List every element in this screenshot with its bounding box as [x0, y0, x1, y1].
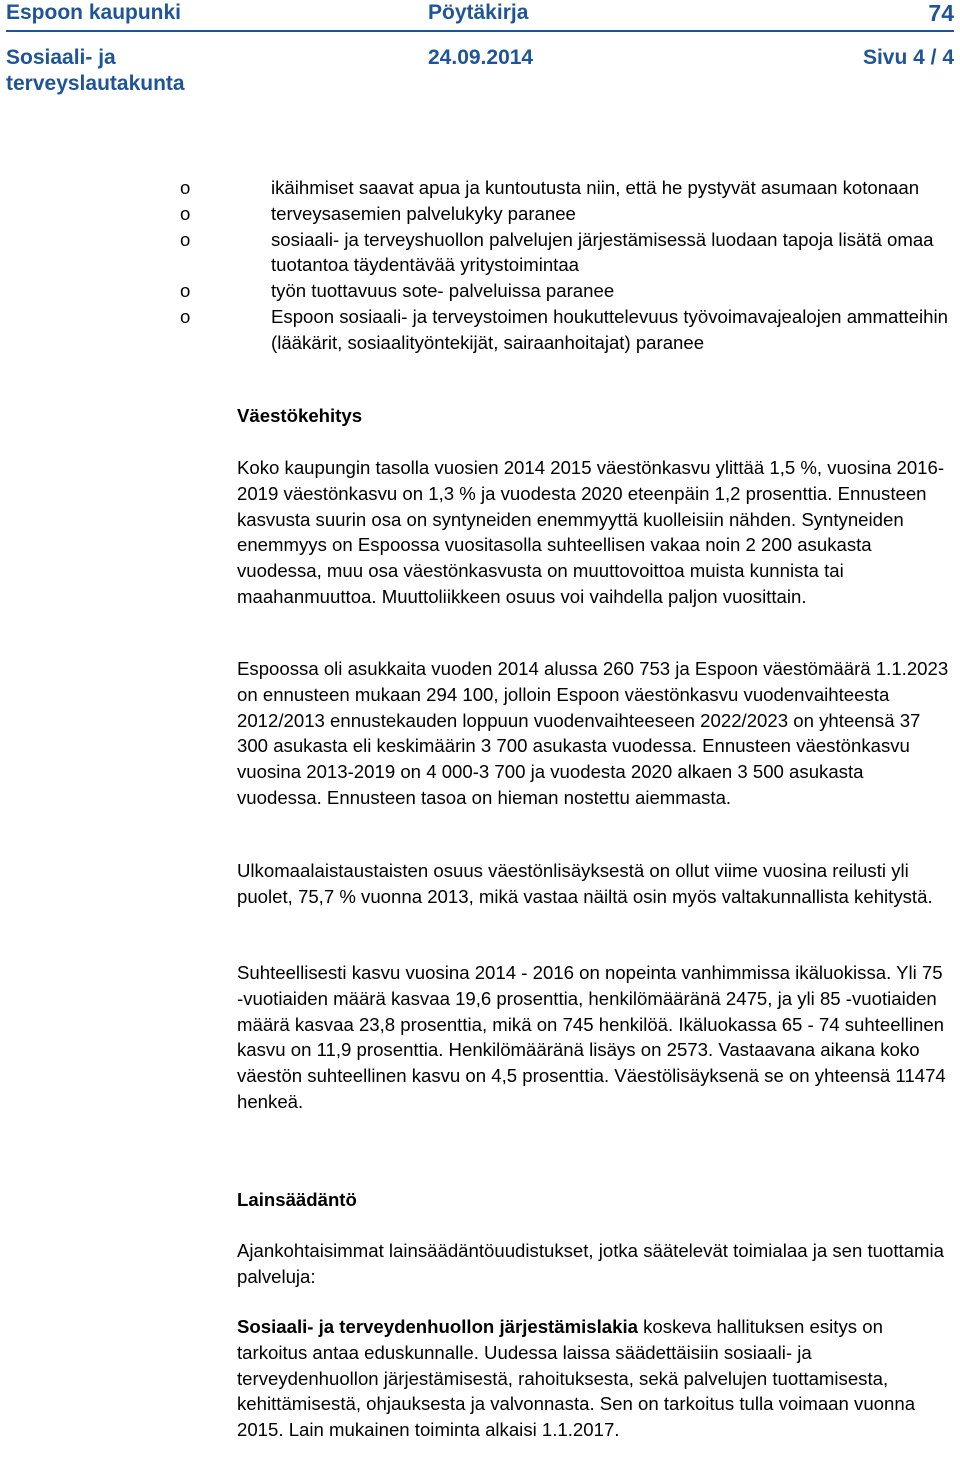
bullet-marker: o	[180, 177, 191, 198]
bullet-marker: o	[180, 280, 191, 302]
list-item-text: työn tuottavuus sote- palveluissa paranee	[271, 280, 615, 302]
list-item-text: ikäihmiset saavat apua ja kuntoutusta niin, että he pystyvät asumaan kotonaan	[271, 177, 920, 198]
paragraph: Ajankohtaisimmat lainsäädäntöuudistukset, jotka säätelevät toimialaa ja sen tuottamia palveluja:	[237, 1240, 944, 1287]
paragraph: Espoossa oli asukkaita vuoden 2014 alussa 260 753 ja Espoon väestömäärä 1.1.2023 on ennusteen mukaan 294 100, jolloin Espoon väestönkasvu vuodenvaihteesta 2012/2013 ennustekauden loppuun vuodenvaihteeseen 2022/2023 on yhteensä 37 300 asukasta eli keskimäärin 3 700 asukasta vuodessa. Ennusteen väestönkasvu vuosina 2013-2019 on 4 000-3 700 ja vuodesta 2020 alkaen 3 500 asukasta vuodessa. Ennusteen tasoa on hieman nostettu aiemmasta.	[237, 658, 949, 808]
paragraph-text: koskeva hallituksen esitys on tarkoitus antaa eduskunnalle. Uudessa laissa säädettäisiin sosiaali- ja terveydenhuollon järjestämisestä, rahoituksesta, sekä palvelujen tuottamisesta, kehittämisestä, ohjauksesta ja valvonnasta. Sen on tarkoitus tulla voimaan vuonna 2015. Lain mukainen toiminta alkaisi 1.1.2017.	[237, 1316, 916, 1441]
bullet-marker: o	[180, 305, 191, 327]
paragraph: Ulkomaalaistaustaisten osuus väestönlisäyksestä on ollut viime vuosina reilusti yli puolet, 75,7 % vuonna 2013, mikä vastaa näiltä osin myös valtakunnallista kehitystä.	[237, 860, 933, 907]
section-number: 74	[928, 0, 954, 26]
goal-list	[180, 175, 960, 356]
list-item	[180, 227, 960, 279]
organization-name: Espoon kaupunki	[6, 1, 182, 24]
section-heading-vaestokehitys: Väestökehitys	[237, 405, 363, 426]
list-item-text: Espoon sosiaali- ja terveystoimen houkuttelevuus työvoimavajealojen ammatteihin (lääkärit, sosiaalityöntekijät, sairaanhoitajat) paranee	[271, 305, 948, 353]
list-item	[180, 304, 960, 356]
list-item	[180, 278, 960, 304]
section-heading-lainsaadanto: Lainsäädäntö	[237, 1189, 357, 1210]
paragraph: Suhteellisesti kasvu vuosina 2014 - 2016 on nopeinta vanhimmissa ikäluokissa. Yli 75 -vuotiaiden määrä kasvaa 19,6 prosenttia, henkilömääränä 2475, ja yli 85 -vuotiaiden määrä kasvaa 23,8 prosenttia, mikä on 745 henkilöä. Ikäluokassa 65 - 74 suhteellinen kasvu on 11,9 prosenttia. Henkilömääränä lisäys on 2573. Vastaavana aikana koko väestön suhteellinen kasvu on 4,5 prosenttia. Väestölisäyksenä se on yhteensä 11474 henkeä.	[237, 962, 946, 1112]
list-item	[180, 201, 960, 227]
meeting-date: 24.09.2014	[428, 46, 534, 69]
board-name: Sosiaali- ja terveyslautakunta	[6, 46, 185, 95]
bullet-marker: o	[180, 228, 191, 250]
list-item-text: terveysasemien palvelukyky paranee	[271, 202, 576, 224]
document-type: Pöytäkirja	[428, 1, 529, 24]
header-divider	[6, 30, 954, 32]
law-title: Sosiaali- ja terveydenhuollon järjestämislakia	[237, 1316, 638, 1337]
list-item	[180, 175, 960, 201]
bullet-marker: o	[180, 202, 191, 224]
paragraph: Koko kaupungin tasolla vuosien 2014 2015 väestönkasvu ylittää 1,5 %, vuosina 2016-2019 väestönkasvu on 1,3 % ja vuodesta 2020 eteenpäin 1,2 prosenttia. Ennusteen kasvusta suurin osa on syntyneiden enemmyyttä kuolleisiin nähden. Syntyneiden enemmyys on Espoossa vuositasolla suhteellisen vakaa noin 2 200 asukasta vuodessa, muu osa väestönkasvusta on muuttovoittoa muista kunnista tai maahanmuuttoa. Muuttoliikkeen osuus voi vaihdella paljon vuosittain.	[237, 457, 945, 607]
list-item-text: sosiaali- ja terveyshuollon palvelujen järjestämisessä luodaan tapoja lisätä omaa tuotantoa täydentävää yritystoimintaa	[271, 228, 934, 276]
paragraph	[237, 1314, 953, 1443]
page-number: Sivu 4 / 4	[862, 46, 954, 69]
